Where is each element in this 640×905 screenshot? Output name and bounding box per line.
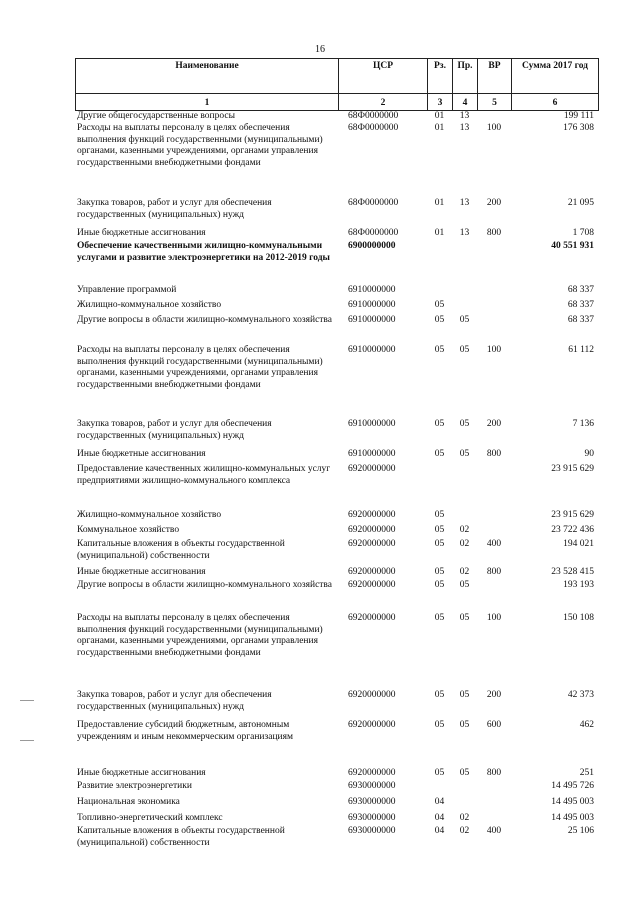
- cell-vr: [477, 525, 511, 539]
- cell-rz: 05: [434, 720, 445, 730]
- cell-vr: 800: [486, 228, 502, 238]
- table-row: [75, 198, 598, 228]
- cell-csr: 6900000000: [348, 241, 396, 251]
- cell-name: Иные бюджетные ассигнования: [77, 228, 206, 238]
- cell-pr: 05: [459, 345, 470, 355]
- cell-pr: 02: [459, 539, 470, 549]
- table-row: [75, 228, 598, 241]
- cell-sum: 68 337: [567, 285, 594, 295]
- cell-csr: 6910000000: [348, 300, 396, 310]
- cell-vr: 800: [486, 768, 502, 778]
- cell-name: Другие вопросы в области жилищно-коммунального хозяйства: [77, 580, 333, 590]
- cell-csr: 6920000000: [348, 567, 396, 577]
- cell-name: Закупка товаров, работ и услуг для обеспечения государственных (муниципальных) нужд: [77, 198, 272, 220]
- cell-vr: [477, 315, 511, 345]
- cell-csr: 6930000000: [348, 797, 396, 807]
- table-body: [75, 111, 598, 852]
- table-row: [75, 285, 598, 300]
- cell-sum: 21 095: [567, 198, 594, 208]
- column-header-vr: ВР: [478, 59, 512, 94]
- cell-name: Иные бюджетные ассигнования: [77, 449, 206, 459]
- cell-sum: 193 193: [563, 580, 594, 590]
- table-row: [75, 567, 598, 580]
- cell-name: Капитальные вложения в объекты государственной (муниципальной) собственности: [77, 539, 285, 561]
- cell-rz: 05: [434, 419, 445, 429]
- cell-rz: 05: [434, 539, 445, 549]
- table-row: [75, 241, 598, 285]
- cell-vr: 100: [486, 123, 502, 133]
- cell-rz: 05: [434, 315, 445, 325]
- table-row: [75, 345, 598, 419]
- cell-rz: 01: [434, 123, 445, 133]
- cell-name: Коммунальное хозяйство: [77, 525, 180, 535]
- cell-pr: [452, 464, 477, 510]
- table-row: [75, 690, 598, 720]
- cell-pr: 02: [459, 567, 470, 577]
- table-row: [75, 813, 598, 826]
- cell-pr: 05: [459, 580, 470, 590]
- cell-name: Жилищно-коммунальное хозяйство: [77, 300, 222, 310]
- cell-vr: 200: [486, 198, 502, 208]
- cell-vr: 800: [486, 567, 502, 577]
- cell-sum: 199 111: [563, 111, 594, 121]
- cell-pr: 13: [459, 198, 470, 208]
- column-number: 4: [453, 94, 478, 111]
- cell-name: Развитие электроэнергетики: [77, 781, 192, 791]
- cell-vr: 100: [486, 613, 502, 623]
- table-row: [75, 613, 598, 690]
- cell-name: Обеспечение качественными жилищно-коммунальными услугами и развитие электроэнергетики на 2012-2019 годы: [77, 241, 330, 263]
- table-row: [75, 111, 598, 123]
- cell-csr: 6910000000: [348, 449, 396, 459]
- cell-sum: 14 495 003: [551, 813, 594, 823]
- cell-rz: 05: [434, 613, 445, 623]
- cell-csr: 6920000000: [348, 720, 396, 730]
- column-header-name: Наименование: [76, 59, 339, 94]
- cell-name: Расходы на выплаты персоналу в целях обеспечения выполнения функций государственными (муниципальными) органами, казенными учреждениями, органами управления государственными внебюджетными фондами: [77, 123, 323, 168]
- cell-csr: 68Ф0000000: [348, 228, 399, 238]
- table-header: [75, 58, 599, 111]
- cell-pr: 13: [459, 123, 470, 133]
- cell-sum: 23 528 415: [551, 567, 594, 577]
- cell-sum: 61 112: [568, 345, 594, 355]
- cell-csr: 6920000000: [348, 580, 396, 590]
- cell-rz: [427, 781, 452, 797]
- column-number: 5: [478, 94, 512, 111]
- cell-sum: 23 915 629: [551, 464, 594, 474]
- cell-sum: 14 495 003: [551, 797, 594, 807]
- table-row: [75, 510, 598, 525]
- table-row: [75, 797, 598, 813]
- column-header-pr: Пр.: [453, 59, 478, 94]
- cell-csr: 6930000000: [348, 781, 396, 791]
- cell-pr: [452, 285, 477, 300]
- table-row: [75, 768, 598, 781]
- cell-sum: 90: [584, 449, 594, 459]
- column-header-rz: Рз.: [428, 59, 453, 94]
- cell-rz: 05: [434, 580, 445, 590]
- cell-name: Расходы на выплаты персоналу в целях обеспечения выполнения функций государственными (муниципальными) органами, казенными учреждениями, органами управления государственными внебюджетными фондами: [77, 613, 323, 658]
- cell-rz: 05: [434, 345, 445, 355]
- cell-pr: 13: [459, 111, 470, 121]
- cell-sum: 251: [579, 768, 594, 778]
- cell-vr: [477, 813, 511, 826]
- cell-vr: [477, 464, 511, 510]
- cell-csr: 6910000000: [348, 419, 396, 429]
- cell-sum: 14 495 726: [551, 781, 594, 791]
- cell-pr: 05: [459, 768, 470, 778]
- cell-sum: 25 106: [567, 826, 594, 836]
- cell-vr: [477, 797, 511, 813]
- cell-csr: 6930000000: [348, 826, 396, 836]
- cell-sum: 42 373: [567, 690, 594, 700]
- cell-name: Расходы на выплаты персоналу в целях обеспечения выполнения функций государственными (муниципальными) органами, казенными учреждениями, органами управления государственными внебюджетными фондами: [77, 345, 323, 390]
- cell-vr: 400: [486, 539, 502, 549]
- cell-rz: 05: [434, 300, 445, 310]
- cell-rz: 05: [434, 567, 445, 577]
- cell-sum: 68 337: [567, 315, 594, 325]
- cell-csr: 68Ф0000000: [348, 123, 399, 133]
- column-number: 2: [339, 94, 428, 111]
- cell-pr: 05: [459, 449, 470, 459]
- cell-pr: 05: [459, 690, 470, 700]
- cell-csr: 6920000000: [348, 464, 396, 474]
- cell-csr: 6920000000: [348, 510, 396, 520]
- cell-sum: 150 108: [563, 613, 594, 623]
- table-row: [75, 315, 598, 345]
- cell-name: Другие вопросы в области жилищно-коммунального хозяйства: [77, 315, 333, 325]
- table-row: [75, 580, 598, 613]
- cell-pr: 05: [459, 613, 470, 623]
- cell-pr: [452, 781, 477, 797]
- cell-pr: 02: [459, 525, 470, 535]
- cell-csr: 6910000000: [348, 315, 396, 325]
- column-header-csr: ЦСР: [339, 59, 428, 94]
- table-row: [75, 449, 598, 464]
- cell-pr: 13: [459, 228, 470, 238]
- column-number: 3: [428, 94, 453, 111]
- cell-rz: 01: [434, 228, 445, 238]
- cell-csr: 6920000000: [348, 690, 396, 700]
- cell-vr: 100: [486, 345, 502, 355]
- margin-mark: [20, 700, 34, 701]
- cell-csr: 6910000000: [348, 285, 396, 295]
- cell-pr: 02: [459, 813, 470, 823]
- table-row: [75, 720, 598, 768]
- cell-vr: 200: [486, 419, 502, 429]
- cell-rz: 05: [434, 690, 445, 700]
- column-header-sum: Сумма 2017 год: [512, 59, 599, 94]
- table-row: [75, 826, 598, 852]
- cell-rz: 04: [434, 797, 445, 807]
- cell-sum: 7 136: [572, 419, 594, 429]
- cell-csr: 6910000000: [348, 345, 396, 355]
- cell-pr: 05: [459, 419, 470, 429]
- cell-name: Иные бюджетные ассигнования: [77, 567, 206, 577]
- cell-name: Предоставление качественных жилищно-коммунальных услуг предприятиями жилищно-коммунального комплекса: [77, 464, 331, 486]
- cell-rz: 05: [434, 525, 445, 535]
- cell-sum: 23 722 436: [551, 525, 594, 535]
- cell-vr: [477, 510, 511, 525]
- page-number: 16: [315, 44, 325, 55]
- cell-csr: 68Ф0000000: [348, 111, 399, 121]
- cell-vr: [477, 241, 511, 285]
- table-row: [75, 539, 598, 567]
- column-number: 6: [512, 94, 599, 111]
- table-row: [75, 300, 598, 315]
- cell-pr: [452, 797, 477, 813]
- cell-vr: [477, 300, 511, 315]
- cell-vr: [477, 580, 511, 613]
- cell-sum: 68 337: [567, 300, 594, 310]
- cell-name: Закупка товаров, работ и услуг для обеспечения государственных (муниципальных) нужд: [77, 690, 272, 712]
- cell-rz: 01: [434, 111, 445, 121]
- table-row: [75, 525, 598, 539]
- cell-sum: 462: [579, 720, 594, 730]
- cell-rz: [427, 285, 452, 300]
- column-number: 1: [76, 94, 339, 111]
- cell-name: Капитальные вложения в объекты государственной (муниципальной) собственности: [77, 826, 285, 848]
- cell-sum: 1 708: [572, 228, 594, 238]
- cell-sum: 40 551 931: [551, 241, 594, 251]
- cell-csr: 6920000000: [348, 539, 396, 549]
- cell-rz: 05: [434, 510, 445, 520]
- cell-name: Жилищно-коммунальное хозяйство: [77, 510, 222, 520]
- table-row: [75, 464, 598, 510]
- cell-sum: 176 308: [563, 123, 594, 133]
- cell-vr: [477, 781, 511, 797]
- budget-table: [75, 58, 598, 852]
- table-row: [75, 419, 598, 449]
- cell-sum: 23 915 629: [551, 510, 594, 520]
- cell-vr: [477, 111, 511, 123]
- cell-pr: [452, 241, 477, 285]
- cell-vr: 400: [486, 826, 502, 836]
- cell-name: Иные бюджетные ассигнования: [77, 768, 206, 778]
- cell-name: Национальная экономика: [77, 797, 180, 807]
- cell-rz: 04: [434, 826, 445, 836]
- cell-pr: [452, 510, 477, 525]
- margin-mark: [20, 740, 34, 741]
- cell-vr: 800: [486, 449, 502, 459]
- cell-vr: 600: [486, 720, 502, 730]
- cell-csr: 6930000000: [348, 813, 396, 823]
- cell-pr: 02: [459, 826, 470, 836]
- cell-csr: 6920000000: [348, 525, 396, 535]
- cell-csr: 6920000000: [348, 613, 396, 623]
- cell-csr: 68Ф0000000: [348, 198, 399, 208]
- cell-rz: 04: [434, 813, 445, 823]
- cell-vr: 200: [486, 690, 502, 700]
- cell-rz: 05: [434, 449, 445, 459]
- cell-name: Топливно-энергетический комплекс: [77, 813, 223, 823]
- cell-name: Закупка товаров, работ и услуг для обеспечения государственных (муниципальных) нужд: [77, 419, 272, 441]
- cell-rz: 01: [434, 198, 445, 208]
- cell-name: Предоставление субсидий бюджетным, автономным учреждениям и иным некоммерческим организациям: [77, 720, 294, 742]
- cell-pr: 05: [459, 315, 470, 325]
- cell-name: Другие общегосударственные вопросы: [77, 111, 235, 121]
- cell-rz: [427, 464, 452, 510]
- cell-name: Управление программой: [77, 285, 177, 295]
- cell-pr: [452, 300, 477, 315]
- cell-csr: 6920000000: [348, 768, 396, 778]
- table-row: [75, 781, 598, 797]
- cell-vr: [477, 285, 511, 300]
- cell-rz: [427, 241, 452, 285]
- table-row: [75, 123, 598, 198]
- cell-sum: 194 021: [563, 539, 594, 549]
- cell-rz: 05: [434, 768, 445, 778]
- cell-pr: 05: [459, 720, 470, 730]
